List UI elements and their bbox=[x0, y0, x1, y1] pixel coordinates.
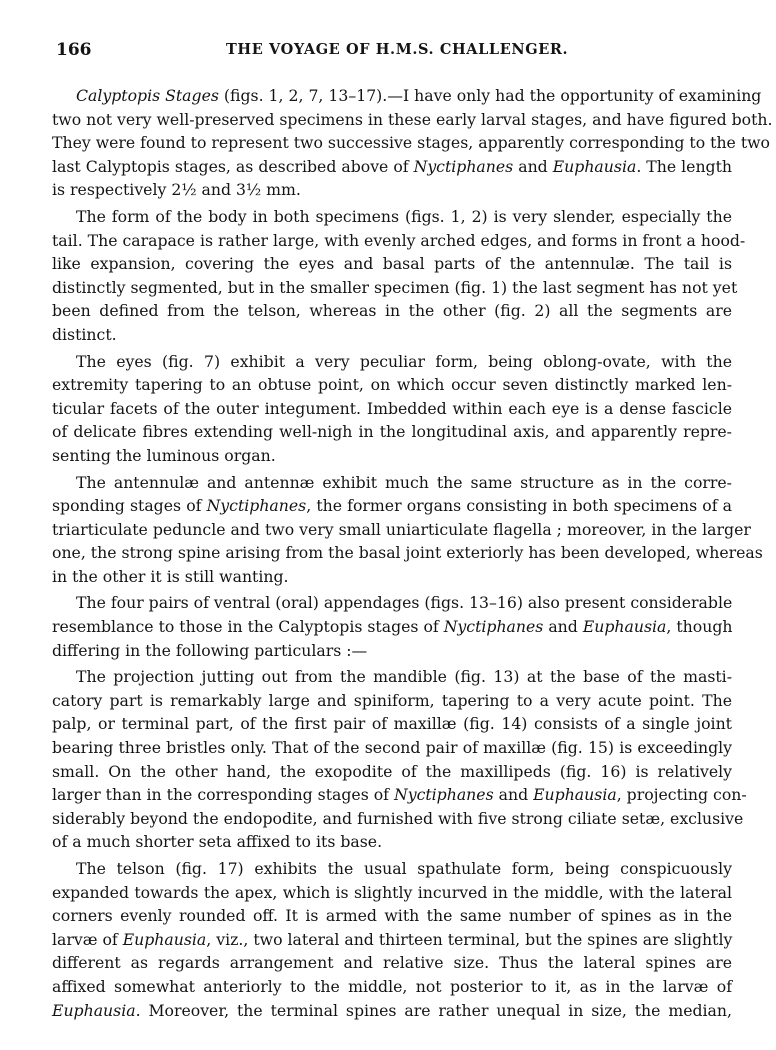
italic-term: Euphausia bbox=[552, 156, 637, 176]
text-line: tail. The carapace is rather large, with evenly arched edges, and forms in front a hood- bbox=[52, 230, 746, 250]
paragraph bbox=[52, 205, 746, 347]
text-line: differing in the following particulars :— bbox=[52, 640, 368, 660]
text-line: of a much shorter seta affixed to its base. bbox=[52, 832, 383, 852]
text-line: The antennulæ and antennæ exhibit much the same structure as in the corre- bbox=[76, 472, 732, 492]
text-line: affixed somewhat anteriorly to the middle, not posterior to it, as in the larvæ of bbox=[52, 976, 732, 996]
text-line: larvæ of Euphausia, viz., two lateral and thirteen terminal, but the spines are slightly bbox=[52, 929, 733, 949]
italic-term: Euphausia bbox=[533, 785, 617, 805]
text-line: The eyes (fig. 7) exhibit a very peculiar form, being oblong-ovate, with the bbox=[76, 351, 732, 371]
paragraph bbox=[52, 857, 732, 1022]
text-line: resemblance to those in the Calyptopis stages of Nyctiphanes and Euphausia, though bbox=[52, 617, 733, 637]
text-line: been defined from the telson, whereas in the other (fig. 2) all the segments are bbox=[52, 301, 732, 321]
paragraph bbox=[52, 591, 732, 662]
italic-term: Nyctiphanes bbox=[413, 156, 514, 176]
running-title: THE VOYAGE OF H.M.S. CHALLENGER. bbox=[226, 41, 569, 58]
paragraph bbox=[52, 84, 773, 202]
text-line: siderably beyond the endopodite, and furnished with five strong ciliate setæ, exclusive bbox=[52, 808, 744, 828]
text-line: is respectively 2½ and 3½ mm. bbox=[52, 180, 301, 200]
text-line: Euphausia. Moreover, the terminal spines are rather unequal in size, the median, bbox=[52, 1000, 732, 1020]
text-line: palp, or terminal part, of the first pair of maxillæ (fig. 14) consists of a single joint bbox=[52, 714, 732, 734]
paragraph bbox=[52, 350, 732, 468]
text-line: of delicate fibres extending well-nigh in the longitudinal axis, and apparently repre- bbox=[52, 422, 732, 442]
page-number: 166 bbox=[56, 40, 92, 60]
text-line: Calyptopis Stages (figs. 1, 2, 7, 13–17).—I have only had the opportunity of examining bbox=[76, 86, 762, 105]
text-line: The projection jutting out from the mandible (fig. 13) at the base of the masti- bbox=[76, 667, 732, 687]
text-line: larger than in the corresponding stages of Nyctiphanes and Euphausia, projecting con- bbox=[52, 785, 747, 805]
text-line: extremity tapering to an obtuse point, on which occur seven distinctly marked len- bbox=[52, 375, 732, 395]
text-line: different as regards arrangement and relative size. Thus the lateral spines are bbox=[52, 953, 732, 973]
text-line: in the other it is still wanting. bbox=[52, 566, 289, 586]
text-line: distinct. bbox=[52, 324, 117, 344]
text-line: distinctly segmented, but in the smaller specimen (fig. 1) the last segment has not yet bbox=[52, 277, 738, 297]
italic-term: Euphausia bbox=[52, 1000, 136, 1020]
text-line: catory part is remarkably large and spiniform, tapering to a very acute point. The bbox=[52, 690, 732, 710]
text-line: two not very well-preserved specimens in these early larval stages, and have figured both. bbox=[52, 109, 773, 129]
text-line: The telson (fig. 17) exhibits the usual spathulate form, being conspicuously bbox=[76, 859, 732, 878]
italic-term: Nyctiphanes bbox=[206, 496, 307, 516]
text-line: one, the strong spine arising from the basal joint exteriorly has been developed, whereas bbox=[52, 543, 763, 563]
text-line: last Calyptopis stages, as described above of Nyctiphanes and Euphausia. The length bbox=[52, 156, 732, 176]
text-line: corners evenly rounded off. It is armed with the same number of spines as in the bbox=[52, 906, 732, 926]
text-line: bearing three bristles only. That of the second pair of maxillæ (fig. 15) is exceedingly bbox=[52, 738, 732, 758]
paragraph bbox=[52, 471, 763, 589]
text-line: The four pairs of ventral (oral) appendages (figs. 13–16) also present considerable bbox=[76, 593, 733, 613]
italic-term: Nyctiphanes bbox=[443, 617, 544, 637]
text-line: The form of the body in both specimens (figs. 1, 2) is very slender, especially the bbox=[76, 206, 732, 226]
text-line: sponding stages of Nyctiphanes, the former organs consisting in both specimens of a bbox=[52, 496, 732, 516]
text-line: triarticulate peduncle and two very small uniarticulate flagella ; moreover, in the larger bbox=[52, 519, 751, 539]
paragraph bbox=[52, 665, 747, 854]
italic-term: Nyctiphanes bbox=[393, 785, 494, 805]
italic-term: Euphausia bbox=[122, 929, 207, 949]
text-line: They were found to represent two successive stages, apparently corresponding to the two bbox=[52, 133, 771, 153]
text-line: expanded towards the apex, which is slightly incurved in the middle, with the lateral bbox=[52, 882, 732, 902]
text-line: small. On the other hand, the exopodite of the maxillipeds (fig. 16) is relatively bbox=[52, 761, 732, 781]
italic-term: Euphausia bbox=[582, 617, 667, 637]
text-line: ticular facets of the outer integument. Imbedded within each eye is a dense fascicle bbox=[52, 398, 732, 418]
italic-term: Calyptopis Stages bbox=[76, 86, 219, 105]
page-header bbox=[56, 40, 732, 70]
text-line: like expansion, covering the eyes and basal parts of the antennulæ. The tail is bbox=[52, 254, 732, 274]
body-text bbox=[52, 84, 773, 1025]
text-line: senting the luminous organ. bbox=[52, 445, 276, 465]
